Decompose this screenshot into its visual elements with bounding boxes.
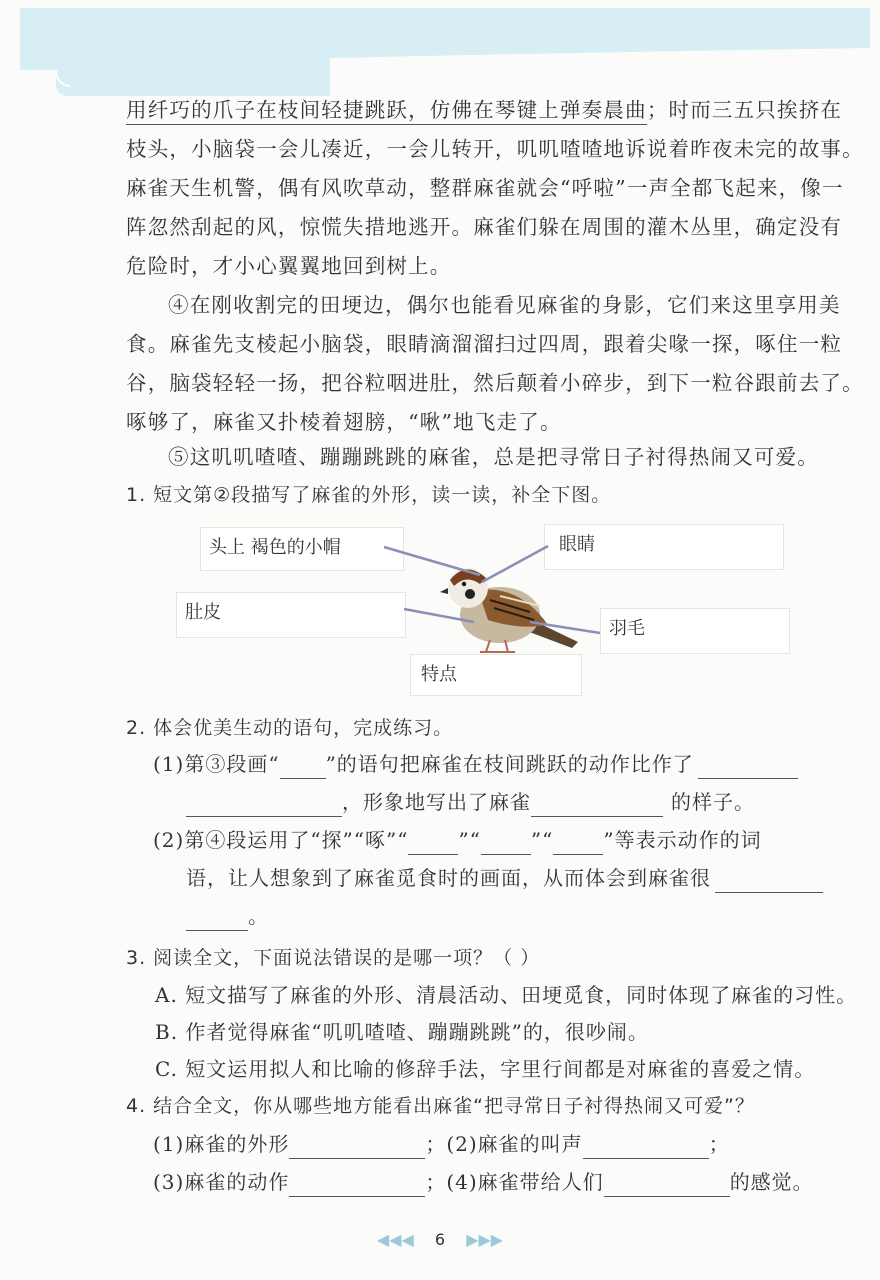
q2-part2-line2: 语，让人想象到了麻雀觅食时的画面，从而体会到麻雀很 <box>186 863 823 893</box>
page-footer <box>0 1230 880 1249</box>
blank-underline-style[interactable] <box>280 756 326 779</box>
blank-verb-2[interactable] <box>481 832 531 855</box>
underlined-sentence: 用纤巧的爪子在枝间轻捷跳跃，仿佛在琴键上弹奏晨曲 <box>126 98 647 125</box>
box-belly: 肚皮 <box>176 592 406 638</box>
q2-part2-line1: (2)第④段运用了“探”“啄”“ ”“ ”“ ”等表示动作的词 <box>153 825 762 855</box>
question-3-title: 3. 阅读全文，下面说法错误的是哪一项？（ ） <box>126 947 541 969</box>
blank-feeling-1[interactable] <box>715 870 823 893</box>
prev-arrows-icon: ◀◀◀ <box>376 1230 414 1249</box>
passage-line-2: 枝头，小脑袋一会儿凑近，一会儿转开，叽叽喳喳地诉说着昨夜未完的故事。 <box>126 137 864 161</box>
blank-action[interactable] <box>289 1174 425 1197</box>
blank-metaphor-1[interactable] <box>698 756 798 779</box>
blank-verb-3[interactable] <box>553 832 603 855</box>
q4-row-1: (1)麻雀的外形 ；(2)麻雀的叫声 ； <box>153 1129 730 1159</box>
blank-call[interactable] <box>583 1136 709 1159</box>
q3-option-c[interactable]: C. 短文运用拟人和比喻的修辞手法，字里行间都是对麻雀的喜爱之情。 <box>155 1057 816 1081</box>
box-head: 头上 褐色的小帽 <box>200 527 404 571</box>
question-4-title: 4. 结合全文，你从哪些地方能看出麻雀“把寻常日子衬得热闹又可爱”？ <box>126 1095 755 1117</box>
q2-part1-line1: (1)第③段画“ ”的语句把麻雀在枝间跳跃的动作比作了 <box>153 749 798 779</box>
blank-metaphor-2[interactable] <box>186 794 342 817</box>
line-eyes <box>482 546 548 582</box>
passage-line-4: 阵忽然刮起的风，惊慌失措地逃开。麻雀们躲在周围的灌木丛里，确定没有 <box>126 215 843 239</box>
q2-part1-line2: ，形象地写出了麻雀 的样子。 <box>186 787 755 817</box>
box-eyes: 眼睛 <box>544 524 784 570</box>
passage-line-5: 危险时，才小心翼翼地回到树上。 <box>126 254 452 278</box>
question-1-title: 1. 短文第②段描写了麻雀的外形，读一读，补全下图。 <box>126 484 612 506</box>
next-arrows-icon: ▶▶▶ <box>466 1230 504 1249</box>
q4-row-2: (3)麻雀的动作 ；(4)麻雀带给人们 的感觉。 <box>153 1167 814 1197</box>
passage-line-9: 啄够了，麻雀又扑棱着翅膀，“啾”地飞走了。 <box>126 410 562 434</box>
box-feature: 特点 <box>410 654 582 696</box>
blank-sparrow-look[interactable] <box>531 794 663 817</box>
sparrow-illustration-icon <box>440 568 578 652</box>
page-number: 6 <box>434 1230 446 1249</box>
passage-line-7: 食。麻雀先支棱起小脑袋，眼睛滴溜溜扫过四周，跟着尖喙一探，啄住一粒 <box>126 332 843 356</box>
line-head <box>384 547 480 575</box>
blank-feeling[interactable] <box>604 1174 730 1197</box>
blank-verb-1[interactable] <box>408 832 458 855</box>
passage-line-6: ④在刚收割完的田埂边，偶尔也能看见麻雀的身影，它们来这里享用美 <box>168 293 841 317</box>
passage-line-3: 麻雀天生机警，偶有风吹草动，整群麻雀就会“呼啦”一声全都飞起来，像一 <box>126 176 844 200</box>
q3-option-a[interactable]: A. 短文描写了麻雀的外形、清晨活动、田埂觅食，同时体现了麻雀的习性。 <box>155 983 858 1007</box>
q3-option-b[interactable]: B. 作者觉得麻雀“叽叽喳喳、蹦蹦跳跳”的，很吵闹。 <box>155 1020 649 1044</box>
passage-line-10: ⑤这叽叽喳喳、蹦蹦跳跳的麻雀，总是把寻常日子衬得热闹又可爱。 <box>168 445 819 469</box>
question-2-title: 2. 体会优美生动的语句，完成练习。 <box>126 717 454 739</box>
passage-line-1: 用纤巧的爪子在枝间轻捷跳跃，仿佛在琴键上弹奏晨曲；时而三五只挨挤在 <box>126 95 842 125</box>
passage-line-8: 谷，脑袋轻轻一扬，把谷粒咽进肚，然后颠着小碎步，到下一粒谷跟前去了。 <box>126 371 864 395</box>
blank-appearance[interactable] <box>289 1136 425 1159</box>
blank-feeling-2[interactable] <box>186 908 248 931</box>
box-feather: 羽毛 <box>600 608 790 654</box>
q2-part2-line3: 。 <box>186 901 269 931</box>
